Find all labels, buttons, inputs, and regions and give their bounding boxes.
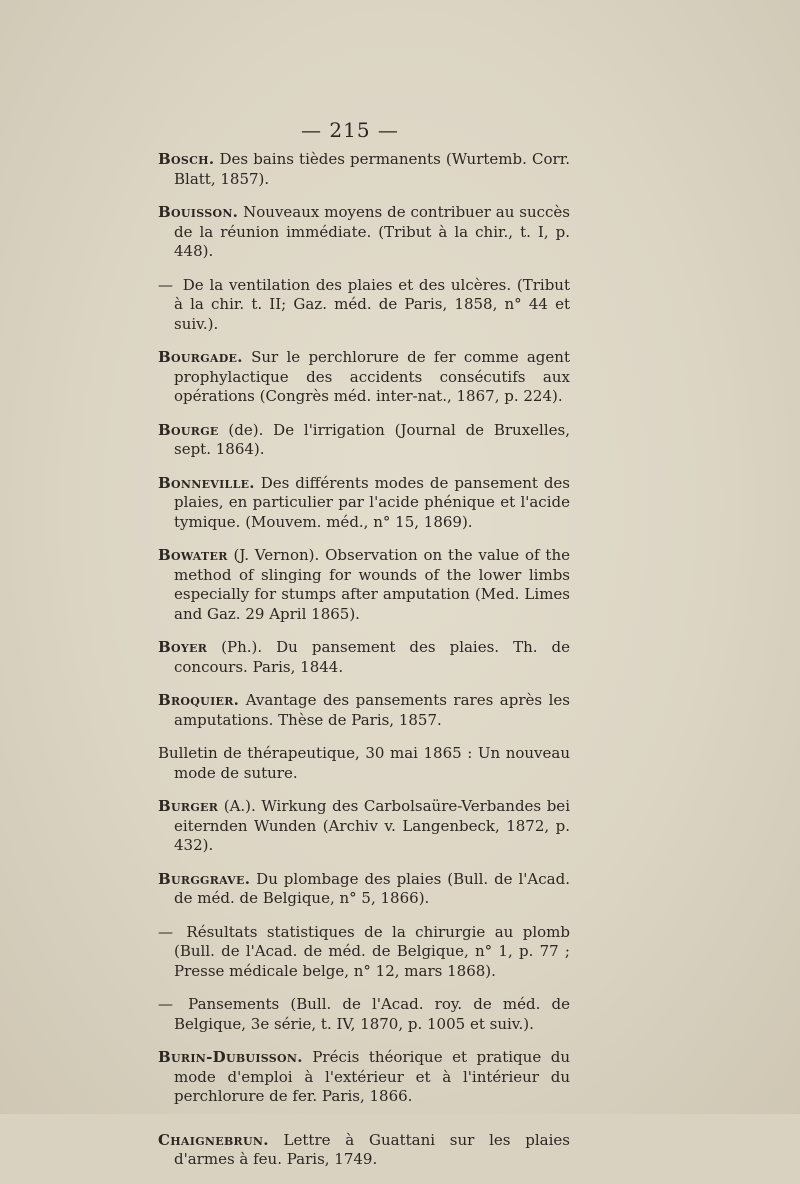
bibliography-entry (158, 421, 570, 460)
bibliography-entry (158, 474, 570, 533)
entry-author: Burin-Dubuisson. (158, 1048, 303, 1066)
bibliography-list (158, 150, 570, 1184)
bibliography-entry (158, 797, 570, 856)
entry-text: Précis théorique et pratique du mode d'emploi à l'extérieur et à l'intérieur du perchlorure de fer. Paris, 1866. (174, 1048, 570, 1105)
entry-text: Résultats statistiques de la chirurgie au plomb (Bull. de l'Acad. de méd. de Belgique, n° 1, p. 77 ; Presse médicale belge, n° 12, mars 1868). (174, 922, 570, 980)
entry-text: Avantage des pansements rares après les amputations. Thèse de Paris, 1857. (174, 691, 570, 729)
bibliography-entry (158, 203, 570, 262)
entry-text: (Ph.). Du pansement des plaies. Th. de concours. Paris, 1844. (174, 638, 570, 676)
entry-text: (de). De l'irrigation (Journal de Bruxelles, sept. 1864). (174, 420, 570, 458)
bibliography-entry (158, 870, 570, 909)
entry-author: Bouisson. (158, 203, 239, 221)
entry-author: — (158, 995, 173, 1013)
bibliography-entry (158, 923, 570, 982)
entry-text: Du plombage des plaies (Bull. de l'Acad. de méd. de Belgique, n° 5, 1866). (174, 869, 570, 907)
bibliography-entry (158, 150, 570, 189)
page-number: — 215 — (301, 118, 399, 142)
entry-author: Broquier. (158, 691, 240, 709)
bibliography-entry (158, 638, 570, 677)
entry-author: Boyer (158, 638, 208, 656)
bibliography-entry (158, 744, 570, 783)
entry-author: Burggrave. (158, 869, 251, 888)
entry-text: Des bains tièdes permanents (Wurtemb. Corr. Blatt, 1857). (174, 150, 570, 188)
bibliography-entry (158, 1131, 570, 1170)
entry-author: Burger (158, 797, 219, 815)
entry-text: Lettre à Guattani sur les plaies d'armes à feu. Paris, 1749. (174, 1130, 570, 1168)
entry-text: Nouveaux moyens de contribuer au succès de la réunion immédiate. (Tribut à la chir., t. I, p. 448). (174, 203, 570, 260)
entry-author: Chaignebrun. (158, 1130, 269, 1149)
entry-text: Pansements (Bull. de l'Acad. roy. de méd. de Belgique, 3e série, t. IV, 1870, p. 1005 et suiv.). (174, 995, 570, 1033)
entry-author: Bowater (158, 546, 228, 564)
bibliography-entry (158, 691, 570, 730)
bibliography-entry (158, 348, 570, 407)
bibliography-entry (158, 1048, 570, 1107)
entry-text: (J. Vernon). Observation on the value of the method of slinging for wounds of the lower limbs especially for stumps after amputation (Med. Limes and Gaz. 29 April 1865). (174, 546, 570, 623)
entry-author: — (158, 922, 173, 941)
entry-text: Sur le perchlorure de fer comme agent prophylactique des accidents consécutifs aux opérations (Congrès méd. inter-nat., 1867, p. 224). (174, 348, 570, 405)
entry-text: Des différents modes de pansement des plaies, en particulier par l'acide phénique et l'acide tymique. (Mouvem. méd., n° 15, 1869). (174, 473, 570, 531)
entry-author: Bonneville. (158, 473, 255, 492)
entry-text: (A.). Wirkung des Carbolsaüre-Verbandes bei eiternden Wunden (Archiv v. Langenbeck, 1872, p. 432). (174, 797, 570, 854)
bibliography-entry (158, 546, 570, 624)
entry-author: Bourgade. (158, 348, 243, 366)
entry-text: Bulletin de thérapeutique, 30 mai 1865 : Un nouveau mode de suture. (158, 744, 570, 782)
entry-author: — (158, 275, 173, 294)
bibliography-entry (158, 276, 570, 335)
entry-author: Bosch. (158, 150, 215, 168)
bibliography-entry (158, 995, 570, 1034)
entry-text: De la ventilation des plaies et des ulcères. (Tribut à la chir. t. II; Gaz. méd. de Paris, 1858, n° 44 et suiv.). (174, 275, 570, 333)
entry-author: Bourge (158, 420, 219, 439)
